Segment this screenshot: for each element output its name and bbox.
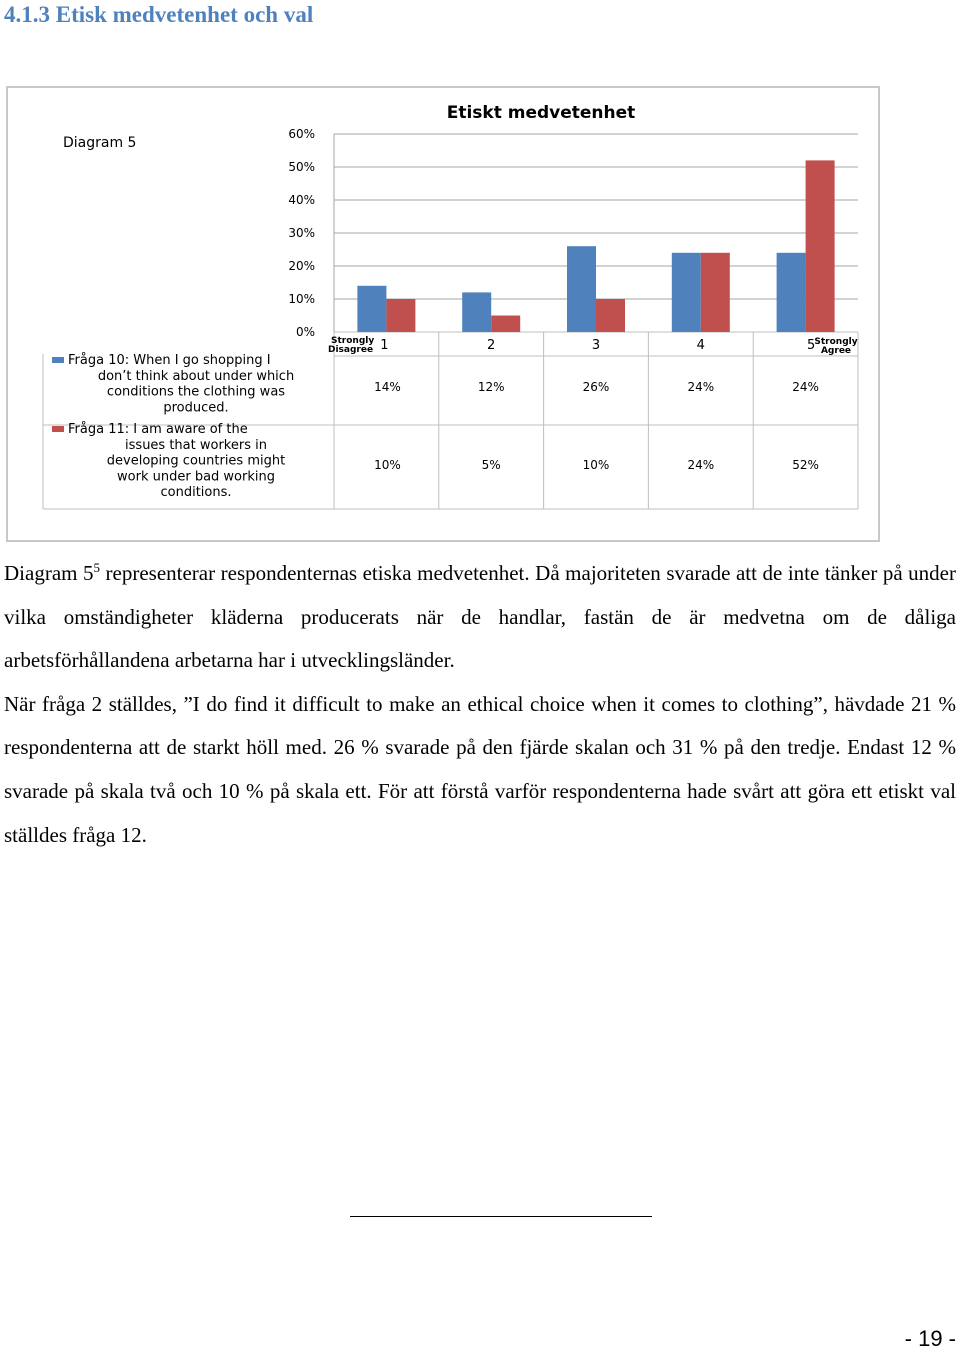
- scale-label-low: Strongly: [331, 336, 375, 346]
- scale-label-low: Disagree: [328, 345, 374, 355]
- category-label: 2: [487, 338, 496, 353]
- data-label: 26%: [582, 380, 610, 394]
- legend-label-2: Fråga 11: I am aware of the: [68, 422, 248, 437]
- scale-label-high: Strongly: [814, 337, 858, 347]
- legend-label-2: conditions.: [160, 485, 232, 501]
- paragraph-1-rest: representerar respondenternas etiska medvetenhet. Då majoriteten svarade att de inte tänker på under vilka omständigheter kläderna producerats när de handlar, fastän de är medvetna om de dåliga arbetsförhållandena arbetarna har i utvecklingsländer.: [4, 561, 956, 673]
- y-tick-label: 10%: [288, 292, 315, 306]
- footnote-ref[interactable]: 5: [93, 560, 100, 575]
- category-label: 4: [696, 338, 705, 353]
- bar-1-4: [672, 253, 701, 332]
- bar-2-1: [386, 299, 415, 332]
- y-tick-label: 50%: [288, 160, 315, 174]
- legend-label-1: conditions the clothing was: [106, 384, 286, 400]
- footnote-separator: [350, 1216, 652, 1217]
- category-label: 5: [807, 338, 816, 353]
- bar-1-1: [357, 286, 386, 332]
- legend-label-2: work under bad working: [117, 469, 275, 485]
- data-label: 12%: [477, 380, 505, 394]
- bar-1-2: [462, 292, 491, 332]
- page-number: - 19 -: [904, 1326, 956, 1351]
- bar-2-4: [701, 253, 730, 332]
- data-label: 5%: [481, 458, 501, 472]
- data-label: 14%: [374, 380, 401, 394]
- body-text: [4, 552, 956, 857]
- data-label: 24%: [687, 458, 715, 472]
- section-heading: 4.1.3 Etisk medvetenhet och val: [4, 2, 314, 27]
- data-label: 24%: [792, 380, 819, 394]
- bar-2-5: [806, 160, 835, 332]
- legend-swatch-2: [52, 426, 64, 432]
- scale-label-high: Agree: [820, 346, 852, 356]
- legend-label-1: Fråga 10: When I go shopping I: [68, 353, 271, 368]
- bar-1-3: [567, 246, 596, 332]
- chart-title: Etiskt medvetenhet: [446, 103, 636, 123]
- category-label: 3: [591, 338, 601, 353]
- bar-1-5: [777, 253, 806, 332]
- data-label: 52%: [792, 458, 819, 472]
- legend-label-2: developing countries might: [106, 453, 286, 469]
- paragraph-1-start: Diagram 5: [4, 561, 94, 585]
- chart-figure: [6, 86, 880, 542]
- bar-chart: [8, 88, 878, 540]
- y-tick-label: 60%: [288, 127, 315, 141]
- paragraph-1: [4, 552, 956, 683]
- diagram-label: Diagram 5: [63, 135, 137, 151]
- category-label: 1: [380, 338, 389, 353]
- y-tick-label: 0%: [295, 325, 315, 339]
- data-label: 24%: [687, 380, 715, 394]
- y-tick-label: 20%: [288, 259, 315, 273]
- bar-2-3: [596, 299, 625, 332]
- legend-swatch-1: [52, 357, 64, 363]
- legend-label-2: issues that workers in: [125, 437, 267, 453]
- legend-label-1: produced.: [163, 400, 229, 416]
- y-tick-label: 40%: [288, 193, 315, 207]
- y-tick-label: 30%: [288, 226, 315, 240]
- bar-2-2: [491, 316, 520, 333]
- data-label: 10%: [374, 458, 401, 472]
- legend-label-1: don’t think about under which: [97, 368, 295, 384]
- data-label: 10%: [582, 458, 610, 472]
- paragraph-2: När fråga 2 ställdes, ”I do find it difficult to make an ethical choice when it comes to clothing”, hävdade 21 % respondenterna att de starkt höll med. 26 % svarade på den fjärde skalan och 31 % på den tredje. Endast 12 % svarade på skala två och 10 % på skala ett. För att förstå varför respondenterna hade svårt att göra ett etiskt val ställdes fråga 12.: [4, 691, 956, 847]
